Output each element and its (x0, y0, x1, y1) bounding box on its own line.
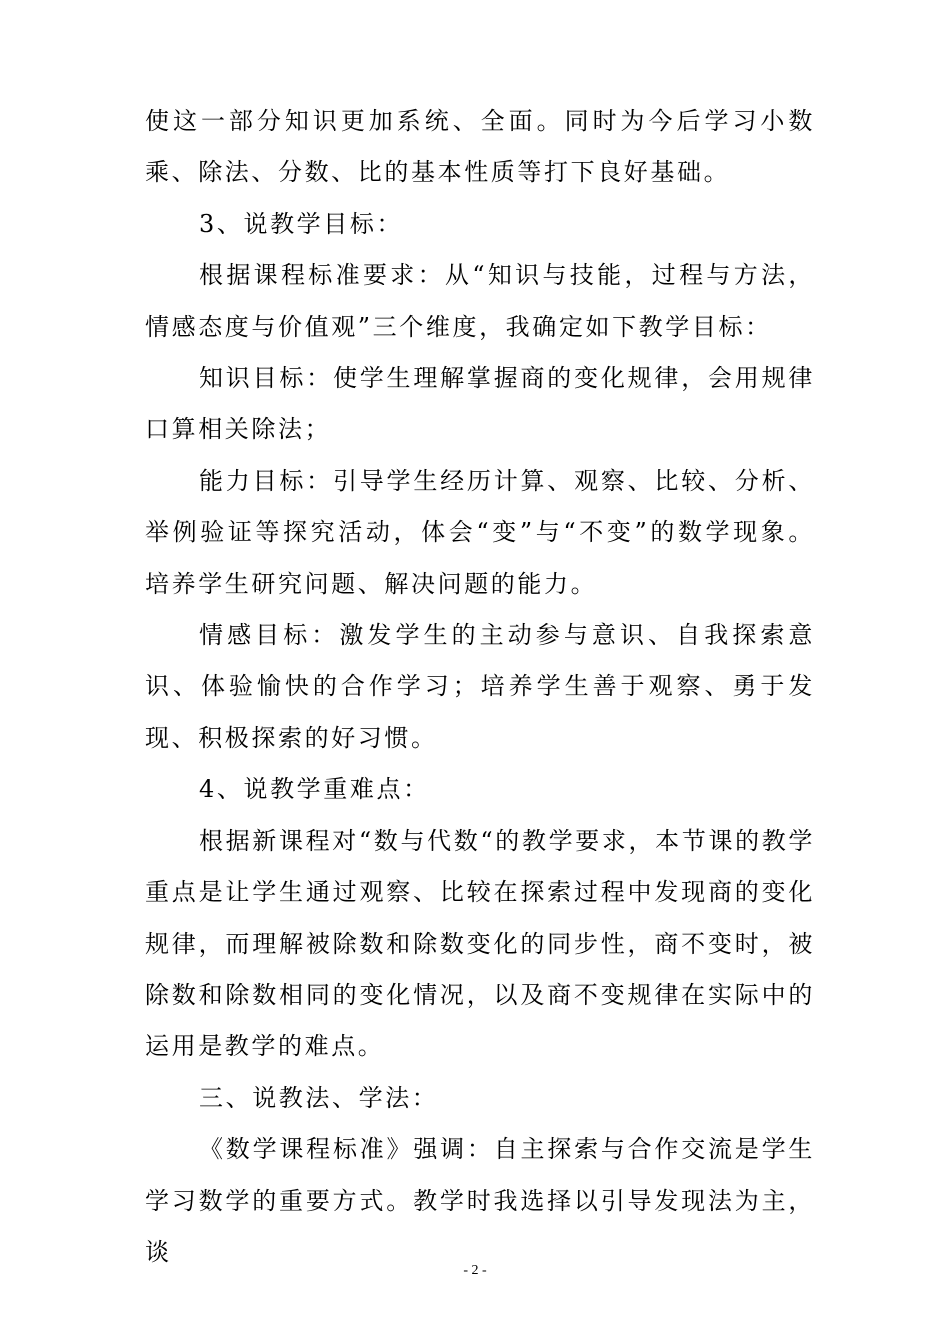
paragraph: 知识目标：使学生理解掌握商的变化规律，会用规律口算相关除法； (145, 364, 815, 444)
paragraph: 能力目标：引导学生经历计算、观察、比较、分析、举例验证等探究活动，体会“变”与“不变”的数学现象。培养学生研究问题、解决问题的能力。 (145, 466, 815, 598)
section-heading: 4、说教学重难点： (199, 775, 430, 804)
section-heading: 三、说教法、学法： (199, 1083, 439, 1112)
section-heading: 3、说教学目标： (199, 209, 404, 238)
paragraph: 情感目标：激发学生的主动参与意识、自我探索意识、体验愉快的合作学习；培养学生善于观察、勇于发现、积极探索的好习惯。 (145, 621, 815, 752)
document-body (145, 96, 815, 1278)
paragraph: 使这一部分知识更加系统、全面。同时为今后学习小数乘、除法、分数、比的基本性质等打下良好基础。 (145, 107, 815, 187)
paragraph: 根据新课程对“数与代数“的教学要求，本节课的教学重点是让学生通过观察、比较在探索过程中发现商的变化规律，而理解被除数和除数变化的同步性，商不变时，被除数和除数相同的变化情况，以及商不变规律在实际中的运用是教学的难点。 (145, 826, 815, 1061)
paragraph: 根据课程标准要求：从“知识与技能，过程与方法，情感态度与价值观”三个维度，我确定如下教学目标： (145, 261, 815, 341)
page-number: - 2 - (463, 1263, 487, 1278)
paragraph: 《数学课程标准》强调：自主探索与合作交流是学生学习数学的重要方式。教学时我选择以引导发现法为主，谈 (145, 1135, 815, 1266)
